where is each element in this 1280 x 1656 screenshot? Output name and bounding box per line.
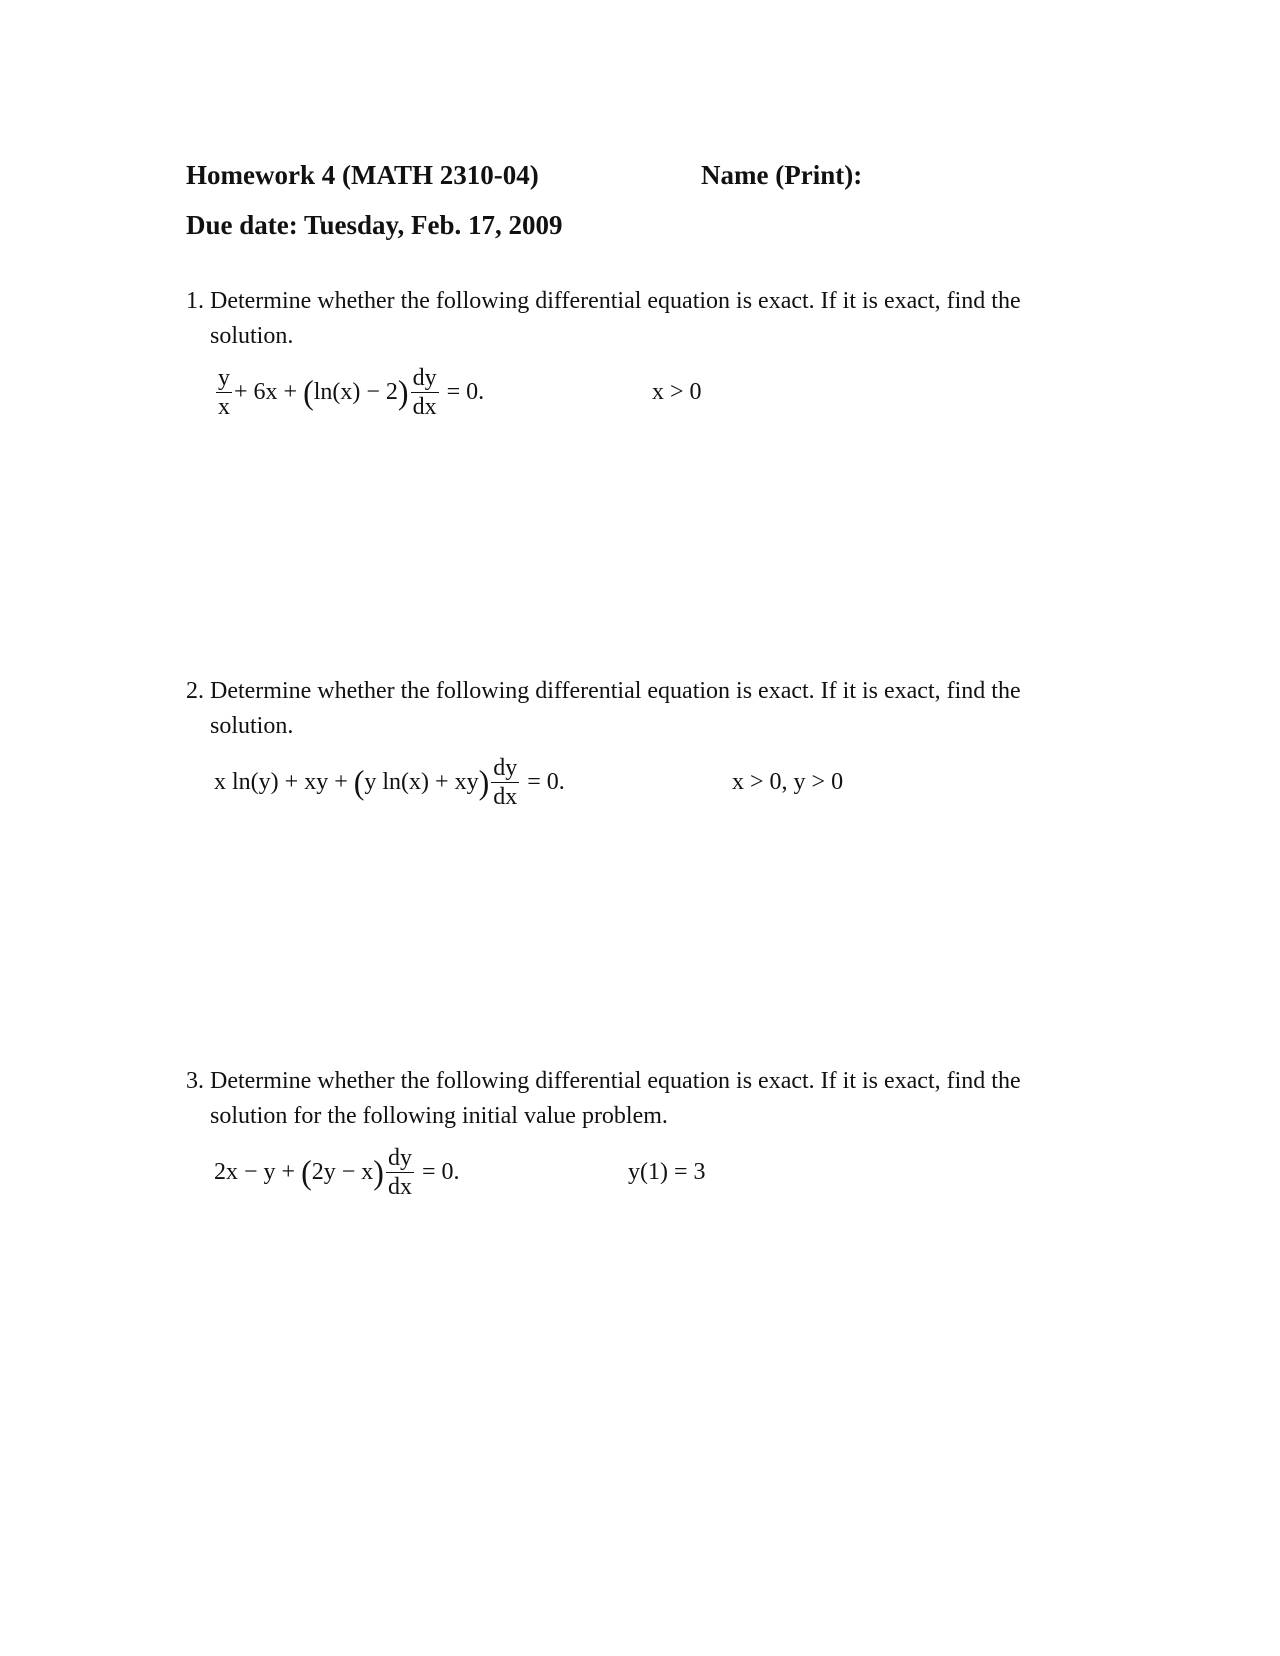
fraction-numerator: dy [412,364,437,391]
fraction-numerator: dy [387,1144,412,1171]
name-label: Name (Print): [701,160,863,190]
close-paren: ) [373,1153,384,1191]
problem-2-prompt-line1: Determine whether the following differential equation is exact. If it is exact, find the [210,678,1021,704]
problem-3 [186,1064,1086,1204]
problem-1-prompt [186,284,1086,354]
fraction-denominator: dx [412,393,437,420]
fraction-numerator: y [218,364,230,391]
problem-3-prompt-line2: solution for the following initial value problem. [210,1103,668,1129]
problem-1-equation [214,360,484,424]
problem-1-prompt-line1: Determine whether the following differential equation is exact. If it is exact, find the [210,288,1021,314]
equation-term: y ln(x) + xy [364,768,479,795]
problem-3-condition: y(1) = 3 [628,1158,706,1185]
close-paren: ) [397,373,409,411]
problem-2-prompt [186,674,1086,744]
fraction-denominator: dx [493,783,518,810]
problem-2-prompt-line2: solution. [210,713,294,739]
equation-rhs: = 0. [421,1158,460,1185]
fraction-denominator: dx [387,1173,412,1200]
equation-rhs: = 0. [527,768,565,795]
homework-title: Homework 4 (MATH 2310-04) [186,160,539,190]
fraction-numerator: dy [493,754,518,781]
fraction-y-over-x [216,366,232,419]
fraction-denominator: x [218,393,230,420]
problem-1-condition: x > 0 [652,378,702,405]
problem-2-number: 2. [186,678,204,704]
problem-3-number: 3. [186,1068,204,1094]
problem-3-prompt-line1: Determine whether the following differential equation is exact. If it is exact, find the [210,1068,1021,1094]
fraction-dy-dx [491,756,519,809]
due-date: Due date: Tuesday, Feb. 17, 2009 [186,210,563,240]
open-paren: ( [353,763,365,801]
close-paren: ) [478,763,490,801]
problem-1-equation-row [186,360,1086,424]
problem-1-number: 1. [186,288,204,314]
problem-2-equation [214,750,565,814]
open-paren: ( [301,1153,312,1191]
fraction-dy-dx [386,1146,414,1199]
open-paren: ( [303,373,314,411]
problem-2-condition: x > 0, y > 0 [732,768,844,795]
equation-term: ln(x) − 2 [313,378,398,405]
problem-1-prompt-line2: solution. [210,323,294,349]
equation-term: + 6x + [234,378,298,405]
equation-term: 2x − y + [214,1158,296,1185]
problem-1 [186,284,1086,424]
equation-rhs: = 0. [446,378,485,405]
equation-term: x ln(y) + xy + [214,768,348,795]
fraction-dy-dx [411,366,439,419]
problem-2 [186,674,1086,814]
equation-term: 2y − x [311,1158,374,1185]
problem-3-equation-row [186,1140,1086,1204]
problem-2-equation-row [186,750,1086,814]
problem-3-equation [214,1140,459,1204]
problem-3-prompt [186,1064,1086,1134]
